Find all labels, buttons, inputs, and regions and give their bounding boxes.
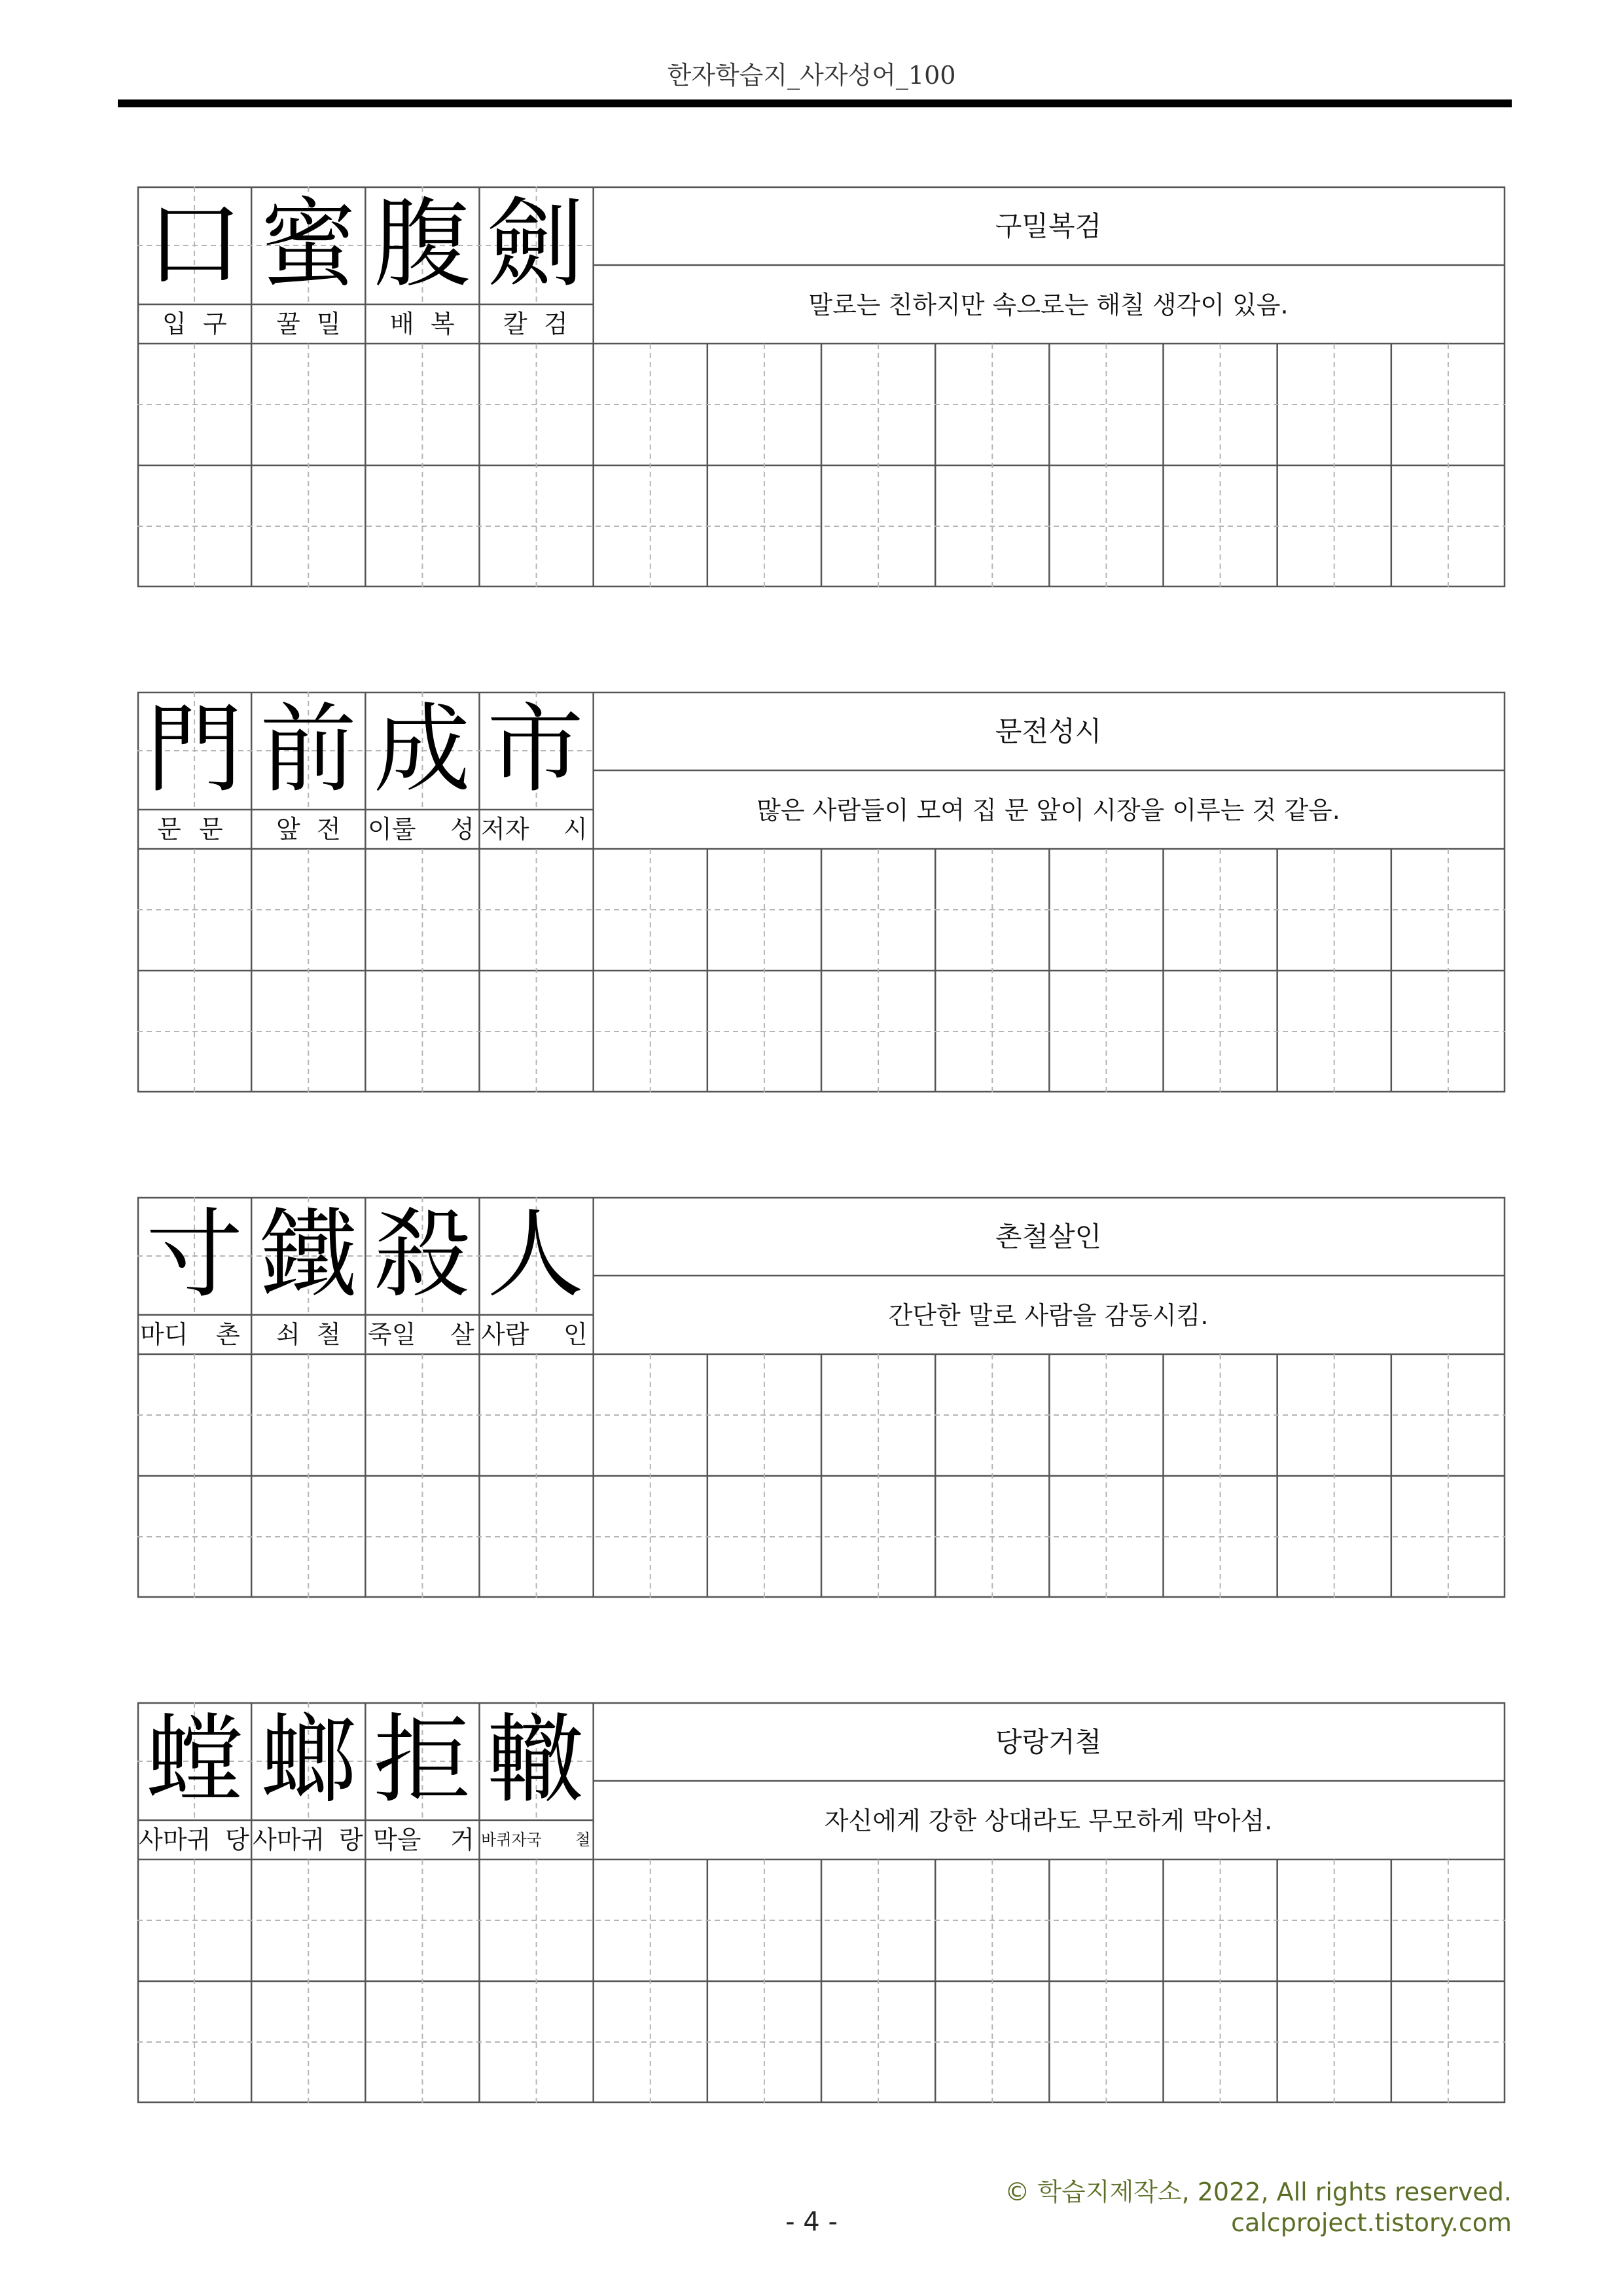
idiom-meaning: 많은 사람들이 모여 집 문 앞이 시장을 이루는 것 같음. (757, 796, 1340, 825)
idiom-block-3 (137, 1197, 1505, 1598)
hanja-char-3: 殺 (374, 1198, 471, 1311)
hanja-reading-1: 입 구 (162, 310, 227, 338)
hanja-char-4: 人 (487, 1198, 584, 1311)
hanja-char-3: 腹 (374, 188, 471, 300)
page-number: - 4 - (785, 2207, 838, 2237)
hanja-reading-2: 앞 전 (276, 815, 341, 844)
idiom-block-1 (137, 187, 1505, 587)
hanja-reading-3: 배 복 (390, 310, 455, 338)
page-header-title: 한자학습지_사자성어_100 (667, 61, 956, 90)
hanja-char-2: 螂 (260, 1704, 357, 1816)
idiom-korean-title: 구밀복검 (995, 210, 1102, 242)
idiom-block-2 (137, 692, 1505, 1092)
idiom-meaning: 자신에게 강한 상대라도 무모하게 막아섬. (824, 1806, 1273, 1835)
hanja-char-4: 劍 (487, 188, 584, 300)
idiom-block-4 (137, 1702, 1505, 2103)
idiom-meaning: 간단한 말로 사람을 감동시킴. (888, 1301, 1209, 1330)
hanja-reading-4: 사람 인 (481, 1320, 588, 1349)
hanja-char-3: 拒 (374, 1704, 471, 1816)
hanja-reading-2: 쇠 철 (276, 1320, 341, 1349)
copyright-notice: © 학습지제작소, 2022, All rights reserved. (1005, 2178, 1512, 2206)
idiom-korean-title: 문전성시 (995, 715, 1102, 747)
hanja-char-1: 螳 (146, 1704, 243, 1816)
hanja-char-2: 蜜 (260, 188, 357, 300)
hanja-char-1: 門 (146, 693, 243, 806)
hanja-reading-4: 저자 시 (481, 815, 588, 844)
idiom-korean-title: 당랑거철 (995, 1726, 1102, 1758)
hanja-char-1: 口 (146, 188, 243, 300)
hanja-reading-2: 꿀 밀 (276, 310, 341, 338)
hanja-char-2: 鐵 (260, 1198, 357, 1311)
hanja-reading-1: 마디 촌 (140, 1320, 240, 1349)
hanja-reading-4: 칼 검 (503, 310, 568, 338)
hanja-char-4: 轍 (487, 1704, 584, 1816)
header-divider (118, 99, 1512, 107)
hanja-char-2: 前 (260, 693, 357, 806)
hanja-reading-3: 막을 거 (373, 1825, 474, 1854)
hanja-reading-3: 죽일 살 (368, 1320, 474, 1349)
hanja-reading-4: 바퀴자국 철 (481, 1831, 591, 1849)
hanja-reading-1: 사마귀 당 (139, 1825, 249, 1854)
hanja-char-3: 成 (374, 693, 471, 806)
hanja-char-1: 寸 (146, 1198, 243, 1311)
idiom-korean-title: 촌철살인 (995, 1221, 1102, 1253)
hanja-char-4: 市 (487, 693, 584, 806)
hanja-reading-2: 사마귀 랑 (253, 1825, 363, 1854)
hanja-reading-1: 문 문 (157, 815, 223, 844)
hanja-reading-3: 이룰 성 (368, 815, 474, 844)
site-url: calcproject.tistory.com (1231, 2208, 1512, 2237)
idiom-meaning: 말로는 친하지만 속으로는 해칠 생각이 있음. (808, 291, 1289, 319)
